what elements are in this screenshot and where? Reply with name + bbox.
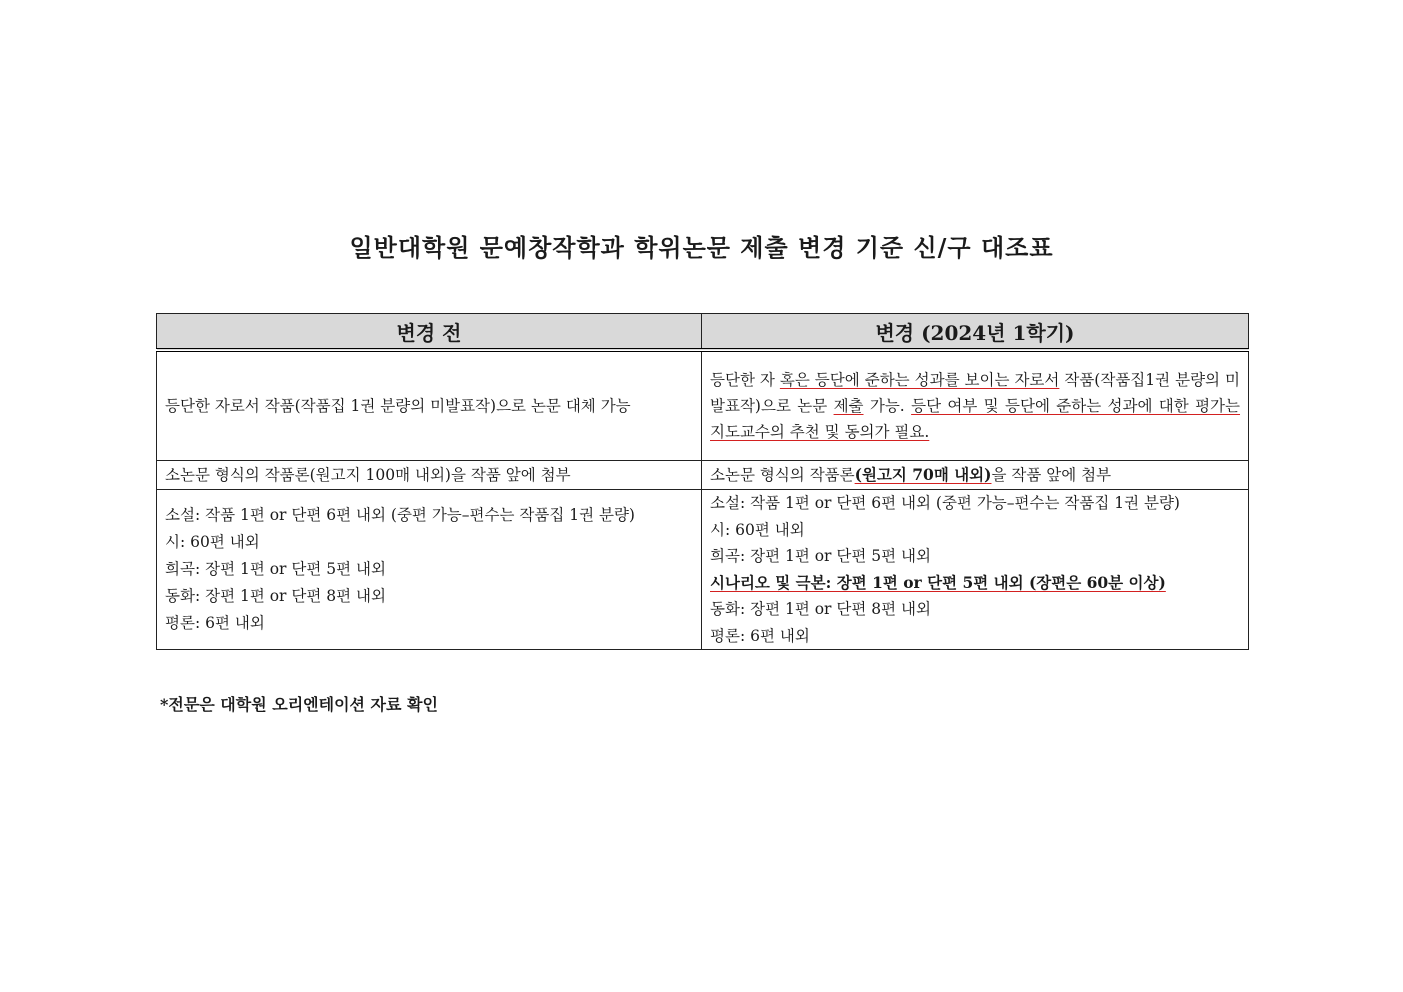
row2-before: 소논문 형식의 작품론(원고지 100매 내외)을 작품 앞에 첨부 [157, 461, 702, 490]
list-item: 소설: 작품 1편 or 단편 6편 내외 (중편 가능–편수는 작품집 1권 분량) [165, 506, 635, 524]
row1-before: 등단한 자로서 작품(작품집 1권 분량의 미발표작)으로 논문 대체 가능 [157, 350, 702, 461]
footnote: *전문은 대학원 오리엔테이션 자료 확인 [160, 695, 438, 714]
table-header-row [157, 314, 1249, 351]
table-row [157, 490, 1249, 650]
list-item-new [710, 570, 1240, 597]
row2-after-text: 을 작품 앞에 첨부 [991, 466, 1112, 484]
row3-after [702, 490, 1249, 650]
row3-after-change: 시나리오 및 극본: 장편 1편 or 단편 5편 내외 (장편은 60분 이상) [710, 572, 1166, 592]
table-row [157, 350, 1249, 461]
list-item: 시: 60편 내외 [710, 520, 805, 539]
row2-after-change: (원고지 70매 내외) [854, 465, 992, 484]
list-item: 동화: 장편 1편 or 단편 8편 내외 [710, 600, 931, 618]
list-item: 동화: 장편 1편 or 단편 8편 내외 [165, 587, 386, 605]
row2-after-text: 소논문 형식의 작품론 [710, 466, 855, 484]
document-title: 일반대학원 문예창작학과 학위논문 제출 변경 기준 신/구 대조표 [349, 233, 1054, 262]
list-item: 희곡: 장편 1편 or 단편 5편 내외 [165, 560, 386, 578]
list-item: 희곡: 장편 1편 or 단편 5편 내외 [710, 547, 931, 565]
comparison-table [156, 313, 1249, 650]
list-item: 시: 60편 내외 [165, 533, 260, 551]
row1-after-text: 가능. [863, 397, 912, 415]
list-item: 평론: 6편 내외 [710, 626, 810, 645]
list-item: 소설: 작품 1편 or 단편 6편 내외 (중편 가능–편수는 작품집 1권 분량) [710, 494, 1180, 512]
header-before: 변경 전 [157, 314, 702, 351]
list-item: 평론: 6편 내외 [165, 614, 265, 632]
row2-after [702, 461, 1249, 490]
row3-before [157, 490, 702, 650]
table-row [157, 461, 1249, 490]
row1-after [702, 350, 1249, 461]
row1-after-change: 혹은 등단에 준하는 성과를 보이는 자로서 [779, 371, 1060, 389]
row1-after-text: 작품(작품집1권 분량의 미발표작)으로 논문 [710, 371, 1240, 415]
row1-after-text: 등단한 자 [710, 371, 780, 389]
header-after: 변경 (2024년 1학기) [702, 314, 1249, 351]
row1-after-change: 제출 [833, 397, 864, 415]
row1-after-change: 등단 여부 및 등단에 준하는 성과에 대한 평가는 지도교수의 추천 및 동의가 필요. [710, 397, 1241, 441]
